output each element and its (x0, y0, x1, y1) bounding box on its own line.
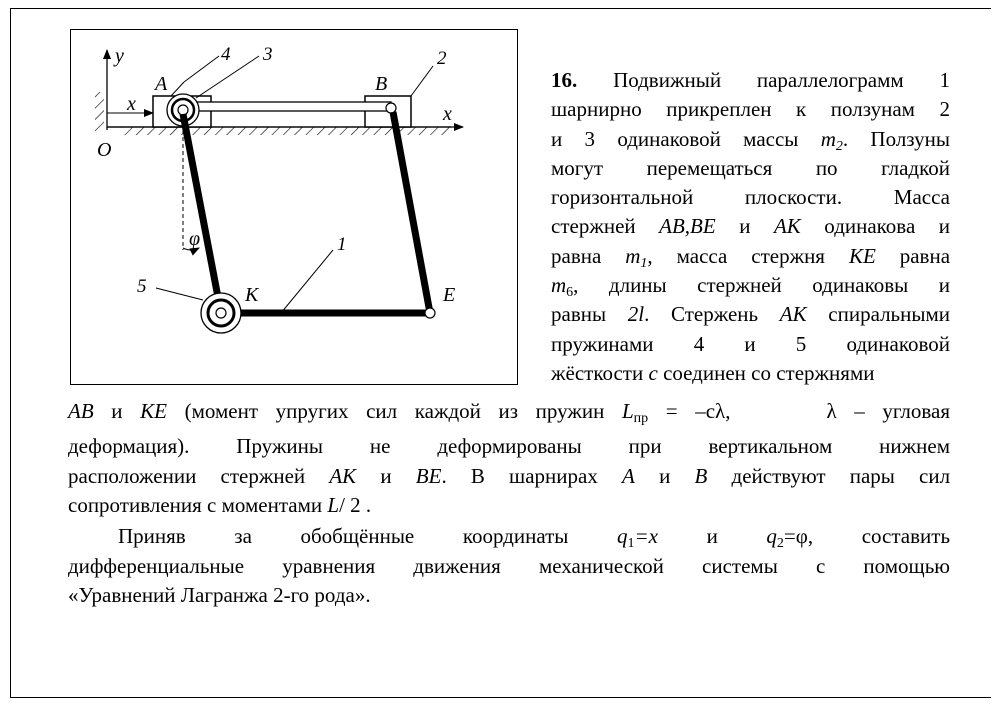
para1-line-4: сопротивления с моментами L/ 2 . (68, 493, 372, 517)
joint-a (178, 105, 188, 115)
text-line-9: равны 2l. Стержень AK спиральными (551, 302, 950, 327)
para2-line-2: дифференциальные уравнения движения механической системы с помощью (68, 553, 950, 578)
label-a: A (155, 73, 168, 95)
text-line-6: стержней AB,BE и AK одинакова и (551, 214, 951, 239)
mechanism-diagram (71, 30, 517, 384)
joint-e (425, 308, 435, 318)
para2-line-1: Приняв за обобщённые координаты $q_1=x$ и $q_2=\varphi$, составить (118, 524, 951, 551)
rod-ak (183, 114, 221, 313)
label-n1: 1 (337, 234, 347, 255)
label-n3: 3 (263, 44, 273, 65)
label-n2: 2 (437, 48, 447, 69)
para2-line-3: «Уравнений Лагранжа 2-го рода». (68, 583, 371, 607)
para1-line-2: деформация). Пружины не деформированы при вертикальном нижнем (68, 434, 950, 458)
para1-line-3: расположении стержней AK и BE. В шарнирах A и B действуют пары сил (68, 463, 951, 488)
text-line-7: равна $m_1$, масса стержня KE равна (551, 243, 951, 271)
rod-be (393, 112, 430, 313)
label-phi: φ (189, 228, 201, 250)
mechanism-figure (70, 29, 518, 385)
text-line-3: и 3 одинаковой массы $m_2$. Ползуны (551, 126, 950, 154)
label-k: K (245, 284, 259, 306)
problem-text-right (551, 66, 950, 388)
problem-paragraph-2 (68, 522, 950, 611)
problem-paragraph-1 (68, 396, 950, 521)
text-line-5: горизонтальной плоскости. Масса (551, 185, 950, 210)
para1-line-1: AB и KE (момент упругих сил каждой из пружин $L_{пр} = -c\lambda$, λ – угловая (68, 399, 951, 426)
text-line-10: пружинами 4 и 5 одинаковой (551, 331, 950, 356)
rod-ab (183, 102, 391, 111)
label-e: E (443, 284, 456, 306)
joint-b (386, 103, 396, 113)
text-line-4: могут перемещаться по гладкой (551, 155, 950, 180)
label-origin: O (97, 139, 112, 161)
label-n5: 5 (137, 276, 147, 297)
label-b: B (375, 73, 388, 95)
joint-k (216, 308, 226, 318)
ground-hatch (121, 127, 451, 135)
label-x-left: x (127, 93, 136, 115)
text-line-11: жёсткости c соединен со стержнями (551, 360, 875, 385)
text-line-8: $m_6$, длины стержней одинаковы и (551, 273, 950, 301)
label-x-axis: x (443, 103, 452, 125)
label-n4: 4 (221, 44, 231, 65)
wall-hatch (95, 92, 104, 132)
label-y: y (115, 45, 124, 67)
text-line-1: 16. Подвижный параллелограмм 1 (551, 68, 950, 92)
text-line-2: шарнирно прикреплен к ползунам 2 (551, 97, 950, 122)
